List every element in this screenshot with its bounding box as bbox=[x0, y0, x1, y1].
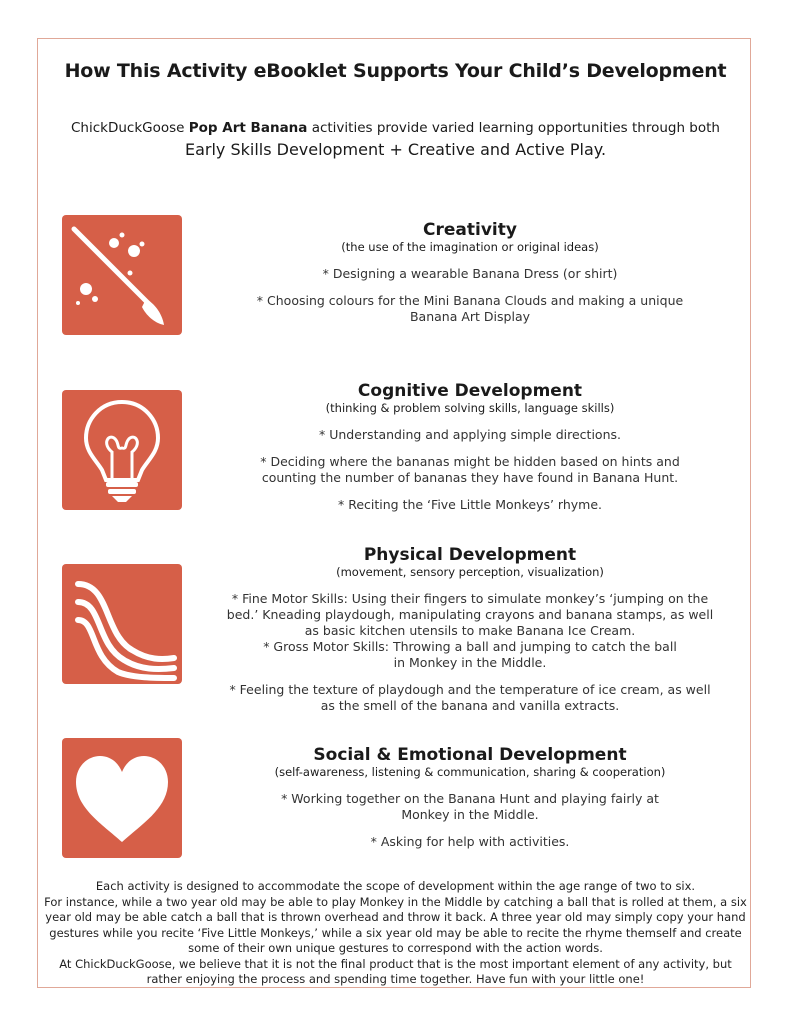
bullet-item: * Reciting the ‘Five Little Monkeys’ rhyme. bbox=[337, 497, 602, 512]
footer-paragraph: Each activity is designed to accommodate the scope of development within the age range of two to six. bbox=[95, 879, 696, 893]
bullet-item: * Fine Motor Skills: Using their fingers to simulate monkey’s ‘jumping on the bed.’ Kneading playdough, manipulating crayons and banana stamps, as well as basic kitchen utensils to make Banana Ice Cream. bbox=[226, 591, 714, 638]
cognitive-tile bbox=[62, 390, 182, 510]
creativity-tile bbox=[62, 215, 182, 335]
bullet-item: * Choosing colours for the Mini Banana Clouds and making a unique Banana Art Display bbox=[256, 293, 684, 324]
bullet-item: * Working together on the Banana Hunt and playing fairly at Monkey in the Middle. bbox=[281, 791, 659, 822]
intro-line-2: Early Skills Development + Creative and Active Play. bbox=[184, 140, 607, 159]
paintbrush-icon bbox=[62, 215, 182, 335]
section-title: Creativity bbox=[423, 220, 517, 240]
bullet-item: * Designing a wearable Banana Dress (or shirt) bbox=[322, 266, 618, 281]
motion-lines-icon bbox=[62, 564, 182, 684]
section-title: Cognitive Development bbox=[357, 381, 583, 401]
section-subtitle: (the use of the imagination or original ideas) bbox=[341, 240, 599, 254]
lightbulb-icon bbox=[62, 390, 182, 510]
bullet-item: * Feeling the texture of playdough and the temperature of ice cream, as well as the smell of the banana and vanilla extracts. bbox=[229, 682, 711, 713]
section-physical bbox=[210, 545, 730, 725]
section-cognitive bbox=[210, 381, 730, 524]
intro-rest: activities provide varied learning opportunities through both bbox=[307, 120, 720, 136]
intro-highlight: Pop Art Banana bbox=[188, 120, 308, 136]
bullet-item: * Asking for help with activities. bbox=[370, 834, 570, 849]
section-creativity bbox=[210, 220, 730, 336]
page-title: How This Activity eBooklet Supports Your Child’s Development bbox=[64, 60, 727, 82]
social-tile bbox=[62, 738, 182, 858]
bullet-item: * Deciding where the bananas might be hidden based on hints and counting the number of bananas they have found in Banana Hunt. bbox=[260, 454, 680, 485]
intro-line-1 bbox=[0, 120, 791, 136]
section-subtitle: (movement, sensory perception, visualization) bbox=[336, 565, 604, 579]
footer-paragraph: At ChickDuckGoose, we believe that it is not the final product that is the most important element of any activity, but rather enjoying the process and spending time together. Have fun with your little one! bbox=[59, 956, 732, 986]
section-title: Social & Emotional Development bbox=[313, 745, 627, 765]
physical-tile bbox=[62, 564, 182, 684]
bullet-item: * Understanding and applying simple directions. bbox=[319, 427, 621, 442]
heart-icon bbox=[62, 738, 182, 858]
footer-paragraph: For instance, while a two year old may be able to play Monkey in the Middle by catching a ball that is rolled at them, a six year old may be able catch a ball that is thrown overhead and throw it back. A three year old may simply copy your hand gestures while you recite ‘Five Little Monkeys,’ while a six year old may be able to recite the rhyme themself and create some of their own unique gestures to correspond with the action words. bbox=[44, 894, 747, 955]
section-subtitle: (thinking & problem solving skills, language skills) bbox=[325, 401, 615, 415]
section-title: Physical Development bbox=[363, 545, 577, 565]
section-social bbox=[210, 745, 730, 861]
bullet-item: * Gross Motor Skills: Throwing a ball and jumping to catch the ball in Monkey in the Middle. bbox=[263, 639, 677, 670]
section-subtitle: (self-awareness, listening & communication, sharing & cooperation) bbox=[274, 765, 666, 779]
intro-brand: ChickDuckGoose bbox=[70, 120, 189, 136]
footer-text bbox=[40, 879, 751, 988]
